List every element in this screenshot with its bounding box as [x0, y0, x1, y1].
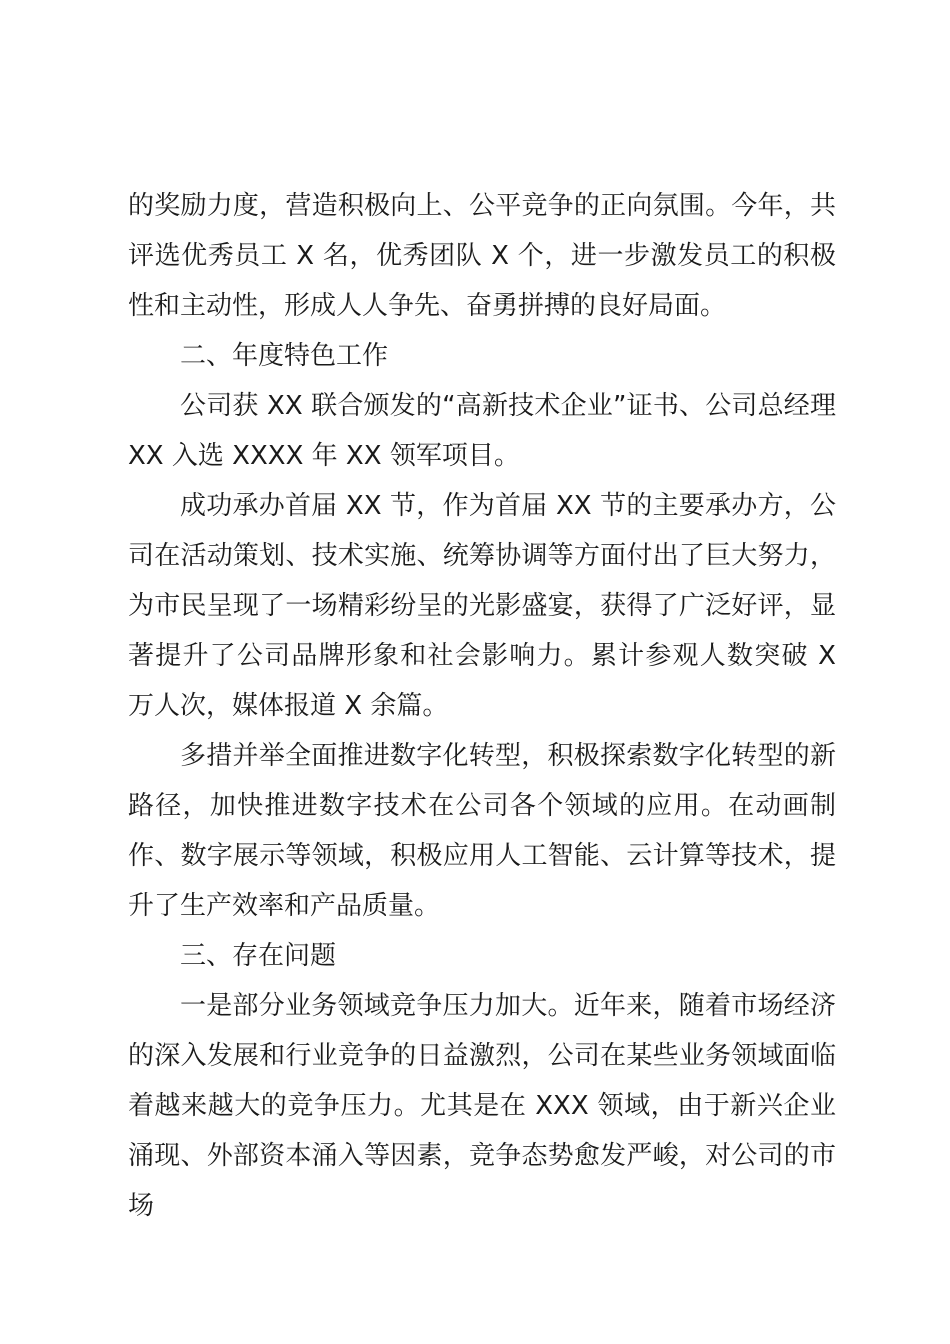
paragraph-festival: 成功承办首届 XX 节，作为首届 XX 节的主要承办方，公司在活动策划、技术实施、统筹协调等方面付出了巨大努力，为市民呈现了一场精彩纷呈的光影盛宴，获得了广泛好评，显著提升了公司品牌形象和社会影响力。累计参观人数突破 X 万人次，媒体报道 X 余篇。 — [128, 491, 836, 721]
paragraph-certificate: 公司获 XX 联合颁发的“高新技术企业”证书、公司总经理 XX 入选 XXXX 年 XX 领军项目。 — [128, 391, 836, 471]
paragraph-digital-transformation: 多措并举全面推进数字化转型，积极探索数字化转型的新路径，加快推进数字技术在公司各个领域的应用。在动画制作、数字展示等领域，积极应用人工智能、云计算等技术，提升了生产效率和产品质量。 — [128, 741, 836, 921]
section-heading-featured-work: 二、年度特色工作 — [180, 341, 389, 371]
paragraph-continuation: 的奖励力度，营造积极向上、公平竞争的正向氛围。今年，共评选优秀员工 X 名，优秀团队 X 个，进一步激发员工的积极性和主动性，形成人人争先、奋勇拼搏的良好局面。 — [128, 191, 836, 321]
document-body — [128, 181, 836, 1231]
section-heading-problems: 三、存在问题 — [180, 941, 337, 971]
paragraph-competition-pressure: 一是部分业务领域竞争压力加大。近年来，随着市场经济的深入发展和行业竞争的日益激烈，公司在某些业务领域面临着越来越大的竞争压力。尤其是在 XXX 领域，由于新兴企业涌现、外部资本涌入等因素，竞争态势愈发严峻，对公司的市场 — [128, 991, 836, 1221]
